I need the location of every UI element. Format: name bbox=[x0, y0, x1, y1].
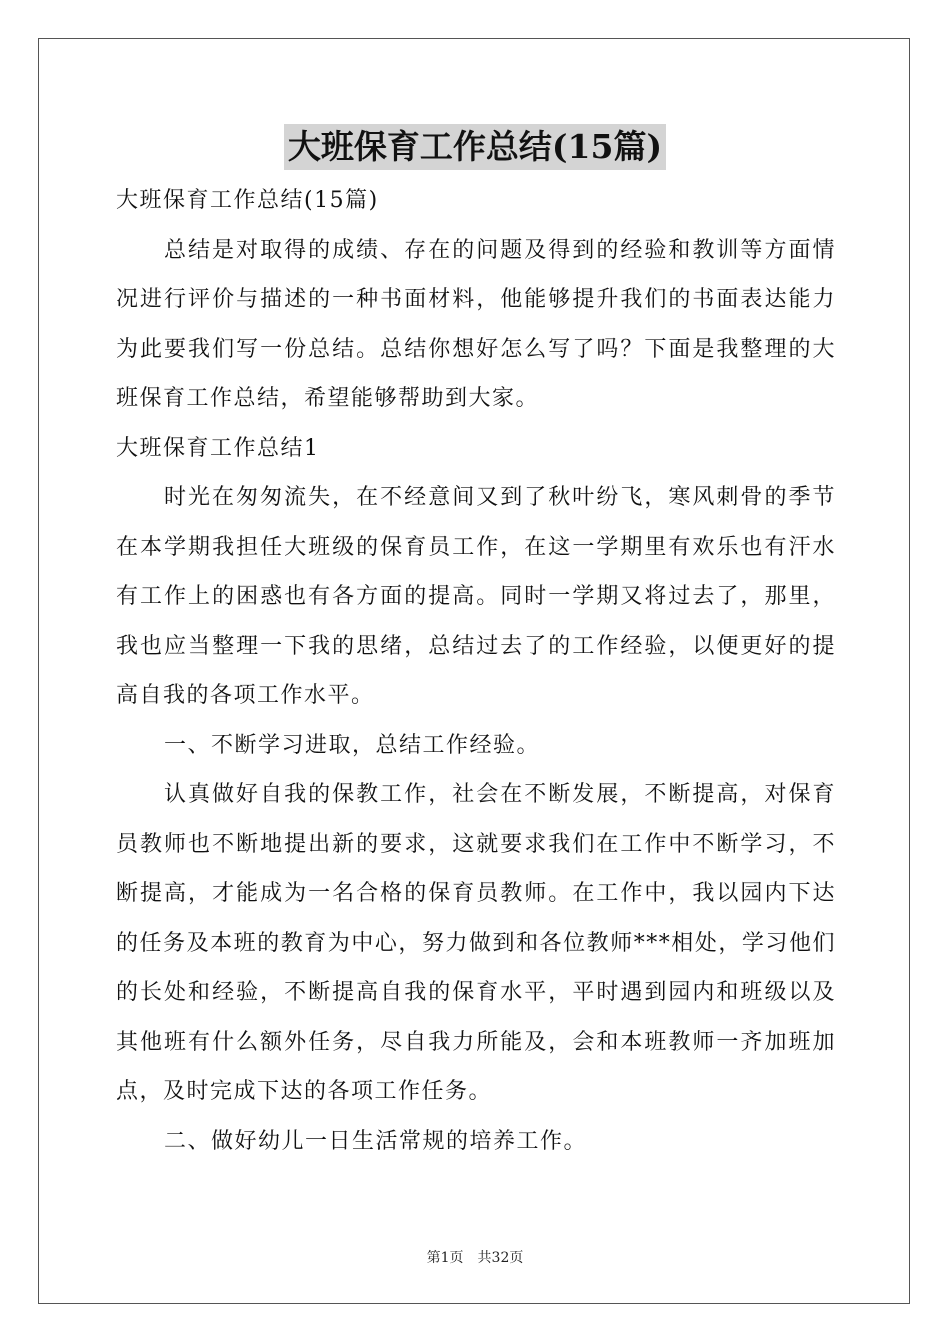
paragraph-intro: 总结是对取得的成绩、存在的问题及得到的经验和教训等方面情况进行评价与描述的一种书面材料，他能够提升我们的书面表达能力为此要我们写一份总结。总结你想好怎么写了吗？下面是我整理的大班保育工作总结，希望能够帮助到大家。 bbox=[116, 237, 836, 411]
document-title: 大班保育工作总结(15篇) bbox=[284, 124, 666, 170]
paragraph-body: 认真做好自我的保教工作，社会在不断发展，不断提高，对保育员教师也不断地提出新的要求，这就要求我们在工作中不断学习，不断提高，才能成为一名合格的保育员教师。在工作中，我以园内下达的任务及本班的教育为中心，努力做到和各位教师***相处，学习他们的长处和经验，不断提高自我的保育水平，平时遇到园内和班级以及其他班有什么额外任务，尽自我力所能及，会和本班教师一齐加班加点，及时完成下达的各项工作任务。 bbox=[116, 782, 836, 1104]
paragraph-point-2: 二、做好幼儿一日生活常规的培养工作。 bbox=[164, 1128, 588, 1154]
paragraph-subtitle: 大班保育工作总结(15篇) bbox=[116, 188, 379, 213]
page-footer: 第1页 共32页 bbox=[426, 1250, 524, 1266]
paragraph-section-heading: 大班保育工作总结1 bbox=[116, 435, 320, 461]
document-body bbox=[116, 176, 836, 1166]
title-wrap bbox=[0, 124, 950, 170]
paragraph-point-1: 一、不断学习进取，总结工作经验。 bbox=[164, 732, 541, 758]
paragraph-body: 时光在匆匆流失，在不经意间又到了秋叶纷飞，寒风刺骨的季节在本学期我担任大班级的保育员工作，在这一学期里有欢乐也有汗水有工作上的困惑也有各方面的提高。同时一学期又将过去了，那里，我也应当整理一下我的思绪，总结过去了的工作经验，以便更好的提高自我的各项工作水平。 bbox=[116, 485, 836, 708]
